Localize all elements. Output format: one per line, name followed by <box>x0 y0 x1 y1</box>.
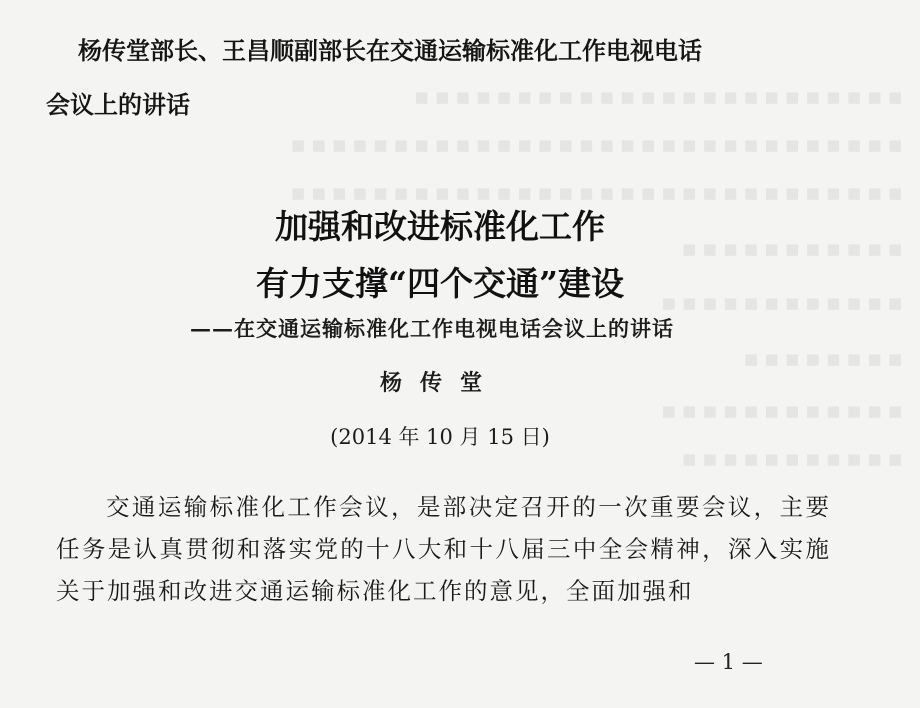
body-paragraph: 交通运输标准化工作会议，是部决定召开的一次重要会议，主要任务是认真贯彻和落实党的十八大和十八届三中全会精神，深入实施关于加强和改进交通运输标准化工作的意见，全面加强和 <box>56 493 831 605</box>
bleed-through-line: ▪▪▪▪▪▪▪▪▪▪▪▪▪▪▪▪▪▪▪▪▪▪▪▪▪▪▪▪▪▪ <box>290 180 908 206</box>
bleed-through-line: ▪▪▪▪▪▪▪▪▪▪▪▪ <box>660 398 908 424</box>
heading-line-2: 会议上的讲话 <box>46 91 190 119</box>
heading-line-1: 杨传堂部长、王昌顺副部长在交通运输标准化工作电视电话 <box>78 37 702 65</box>
page-number: — 1 — <box>694 650 763 674</box>
speech-date: (2014 年 10 月 15 日) <box>330 425 550 449</box>
subtitle: ——在交通运输标准化工作电视电话会议上的讲话 <box>190 316 674 341</box>
bleed-through-line: ▪▪▪▪▪▪▪▪ <box>743 346 908 372</box>
bleed-through-line: ▪▪▪▪▪▪▪▪▪▪▪▪▪▪▪▪▪▪▪▪▪▪▪▪▪▪▪▪▪▪ <box>290 132 908 158</box>
author: 杨传堂 <box>379 370 500 396</box>
title-line-1: 加强和改进标准化工作 <box>275 207 605 246</box>
bleed-through-line: ▪▪▪▪▪▪▪▪▪▪▪▪▪▪▪▪▪▪▪▪▪▪▪▪ <box>413 84 908 110</box>
title-line-2: 有力支撑“四个交通”建设 <box>256 264 624 303</box>
bleed-through-line: ▪▪▪▪▪▪▪▪▪▪▪ <box>681 446 908 472</box>
bleed-through-line: ▪▪▪▪▪▪▪▪▪▪▪▪ <box>660 290 908 316</box>
document-heading <box>46 24 838 132</box>
bleed-through-line: ▪▪▪▪▪▪▪▪▪▪▪ <box>681 236 908 262</box>
